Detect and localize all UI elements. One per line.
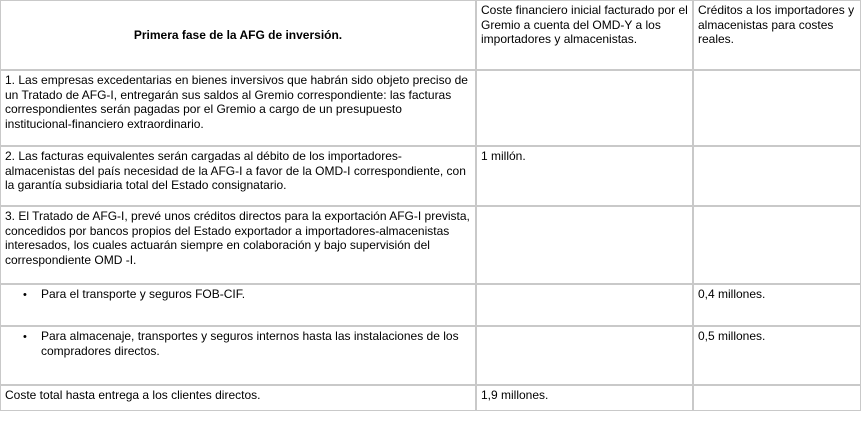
row-6-col3 <box>693 385 861 411</box>
table-row <box>0 284 861 326</box>
bullet-icon: • <box>23 289 27 301</box>
row-1-col3 <box>693 70 861 146</box>
table-row <box>0 206 861 284</box>
row-2-text: 2. Las facturas equivalentes serán cargadas al débito de los importadores-almacenistas del país necesidad de la AFG-I a favor de la OMD-I correspondiente, con la garantía subsidiaria total del Estado consignatario. <box>0 146 476 206</box>
row-3-col2 <box>476 206 693 284</box>
table-row <box>0 385 861 411</box>
row-5-text <box>0 326 476 385</box>
row-6-text: Coste total hasta entrega a los clientes directos. <box>0 385 476 411</box>
row-3-col3 <box>693 206 861 284</box>
row-4-col3: 0,4 millones. <box>693 284 861 326</box>
row-5-label: Para almacenaje, transportes y seguros internos hasta las instalaciones de los compradores directos. <box>41 329 459 358</box>
row-6-col2: 1,9 millones. <box>476 385 693 411</box>
row-3-text: 3. El Tratado de AFG-I, prevé unos créditos directos para la exportación AFG-I prevista, concedidos por bancos propios del Estado exportador a importadores-almacenistas interesados, los cuales actuarán siempre en colaboración y bajo supervisión del correspondiente OMD -I. <box>0 206 476 284</box>
row-5-col2 <box>476 326 693 385</box>
header-col3: Créditos a los importadores y almacenistas para costes reales. <box>693 0 861 70</box>
row-1-text: 1. Las empresas excedentarias en bienes inversivos que habrán sido objeto preciso de un Tratado de AFG-I, entregarán sus saldos al Gremio correspondiente: las facturas correspondientes serán pagadas por el Gremio a cargo de un presupuesto institucional-financiero extraordinario. <box>0 70 476 146</box>
table-row <box>0 326 861 385</box>
row-1-col2 <box>476 70 693 146</box>
bullet-icon: • <box>23 331 27 343</box>
row-5-col3: 0,5 millones. <box>693 326 861 385</box>
table-row <box>0 70 861 146</box>
header-title: Primera fase de la AFG de inversión. <box>0 0 476 70</box>
row-2-col2: 1 millón. <box>476 146 693 206</box>
header-col2: Coste financiero inicial facturado por el Gremio a cuenta del OMD-Y a los importadores y almacenistas. <box>476 0 693 70</box>
row-4-text <box>0 284 476 326</box>
row-4-col2 <box>476 284 693 326</box>
row-2-col3 <box>693 146 861 206</box>
header-row <box>0 0 861 70</box>
table-row <box>0 146 861 206</box>
row-4-label: Para el transporte y seguros FOB-CIF. <box>41 287 246 301</box>
